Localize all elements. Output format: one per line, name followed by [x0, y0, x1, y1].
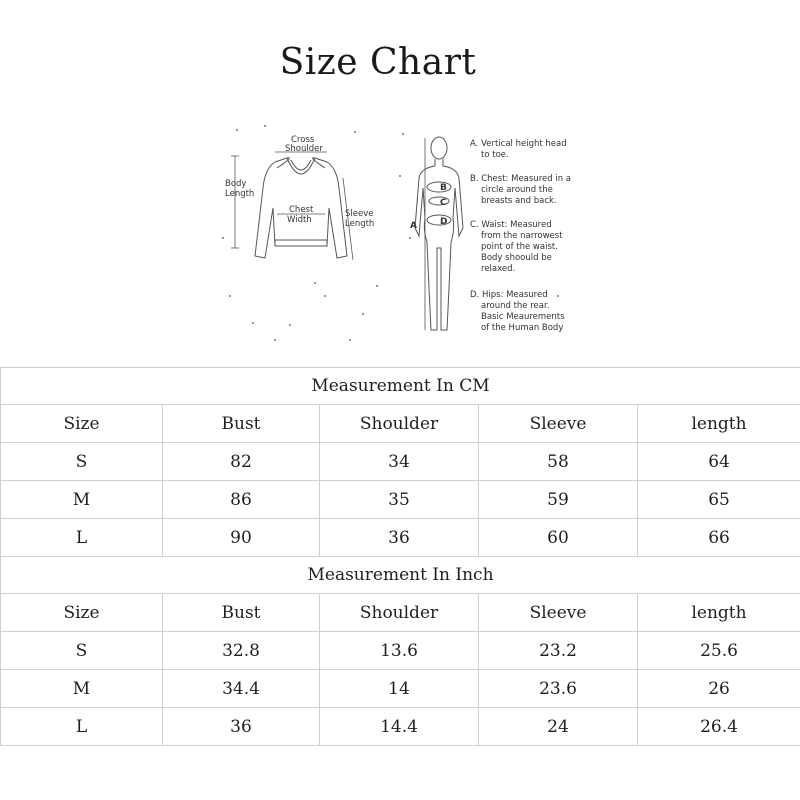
table-cell: 59	[479, 481, 638, 519]
note-line: A. Vertical height head	[470, 139, 567, 149]
cross-shoulder-label: Cross	[291, 135, 315, 145]
table-cell: 34.4	[163, 670, 320, 708]
chest-width-label: Width	[287, 215, 312, 225]
table-cell: 90	[163, 519, 320, 557]
body-illustration	[415, 137, 463, 330]
column-header: Size	[1, 594, 163, 632]
table-cell: 32.8	[163, 632, 320, 670]
table-cell: 60	[479, 519, 638, 557]
note-line: B. Chest: Measured in a	[470, 174, 571, 184]
note-line: Body shoould be	[481, 253, 552, 263]
sleeve-length-label: Length	[345, 219, 375, 229]
column-header: Sleeve	[479, 594, 638, 632]
table-row	[1, 670, 800, 708]
note-line: relaxed.	[481, 264, 516, 274]
note-line: circle around the	[481, 185, 553, 195]
note-line: to toe.	[481, 150, 509, 160]
table-cell: L	[1, 519, 163, 557]
table-cell: 36	[163, 708, 320, 746]
table-cell: 14	[320, 670, 479, 708]
marker-d: D	[440, 217, 448, 227]
table-cell: S	[1, 443, 163, 481]
inch-caption-row	[1, 557, 800, 594]
table-cell: 14.4	[320, 708, 479, 746]
body-length-label: Body	[225, 179, 247, 189]
note-line: D. Hips: Measured	[470, 290, 548, 300]
note-line: around the rear.	[481, 301, 550, 311]
measurement-diagram	[215, 118, 595, 343]
table-cell: 13.6	[320, 632, 479, 670]
table-cell: 58	[479, 443, 638, 481]
note-line: Basic Meaurements	[481, 312, 565, 322]
table-cell: 23.6	[479, 670, 638, 708]
table-cell: 26	[638, 670, 800, 708]
table-row	[1, 708, 800, 746]
cm-header-row	[1, 405, 800, 443]
note-line: C. Waist: Measured	[470, 220, 552, 230]
sleeve-length-label: Sleeve	[345, 209, 374, 219]
table-cell: 82	[163, 443, 320, 481]
column-header: Sleeve	[479, 405, 638, 443]
sweater-labels	[225, 135, 374, 229]
cm-caption-row	[1, 368, 800, 405]
table-row	[1, 519, 800, 557]
cross-shoulder-label: Shoulder	[285, 144, 323, 154]
table-cell: M	[1, 670, 163, 708]
table-cell: 65	[638, 481, 800, 519]
table-cell: 64	[638, 443, 800, 481]
size-tables	[0, 367, 800, 746]
table-cell: 35	[320, 481, 479, 519]
chest-width-label: Chest	[289, 205, 314, 215]
table-cell: S	[1, 632, 163, 670]
marker-b: B	[440, 183, 447, 193]
marker-a: A	[410, 221, 417, 231]
table-cell: 23.2	[479, 632, 638, 670]
page-title: Size Chart	[279, 42, 477, 83]
cm-table-caption: Measurement In CM	[1, 368, 800, 405]
marker-c: C	[440, 198, 447, 208]
table-cell: 24	[479, 708, 638, 746]
note-line: breasts and back.	[481, 196, 557, 206]
measurement-notes	[470, 139, 571, 333]
table-row	[1, 481, 800, 519]
body-length-label: Length	[225, 189, 255, 199]
table-cell: 34	[320, 443, 479, 481]
inch-header-row	[1, 594, 800, 632]
column-header: Shoulder	[320, 405, 479, 443]
column-header: Bust	[163, 594, 320, 632]
column-header: length	[638, 405, 800, 443]
table-cell: 86	[163, 481, 320, 519]
table-row	[1, 632, 800, 670]
size-table	[0, 367, 800, 746]
column-header: Size	[1, 405, 163, 443]
table-cell: 26.4	[638, 708, 800, 746]
table-cell: L	[1, 708, 163, 746]
note-line: point of the waist.	[481, 242, 558, 252]
note-line: of the Human Body	[481, 323, 564, 333]
column-header: Bust	[163, 405, 320, 443]
inch-table-caption: Measurement In Inch	[1, 557, 800, 594]
column-header: Shoulder	[320, 594, 479, 632]
table-cell: M	[1, 481, 163, 519]
note-line: from the narrowest	[481, 231, 563, 241]
table-cell: 66	[638, 519, 800, 557]
table-row	[1, 443, 800, 481]
table-cell: 25.6	[638, 632, 800, 670]
table-cell: 36	[320, 519, 479, 557]
column-header: length	[638, 594, 800, 632]
